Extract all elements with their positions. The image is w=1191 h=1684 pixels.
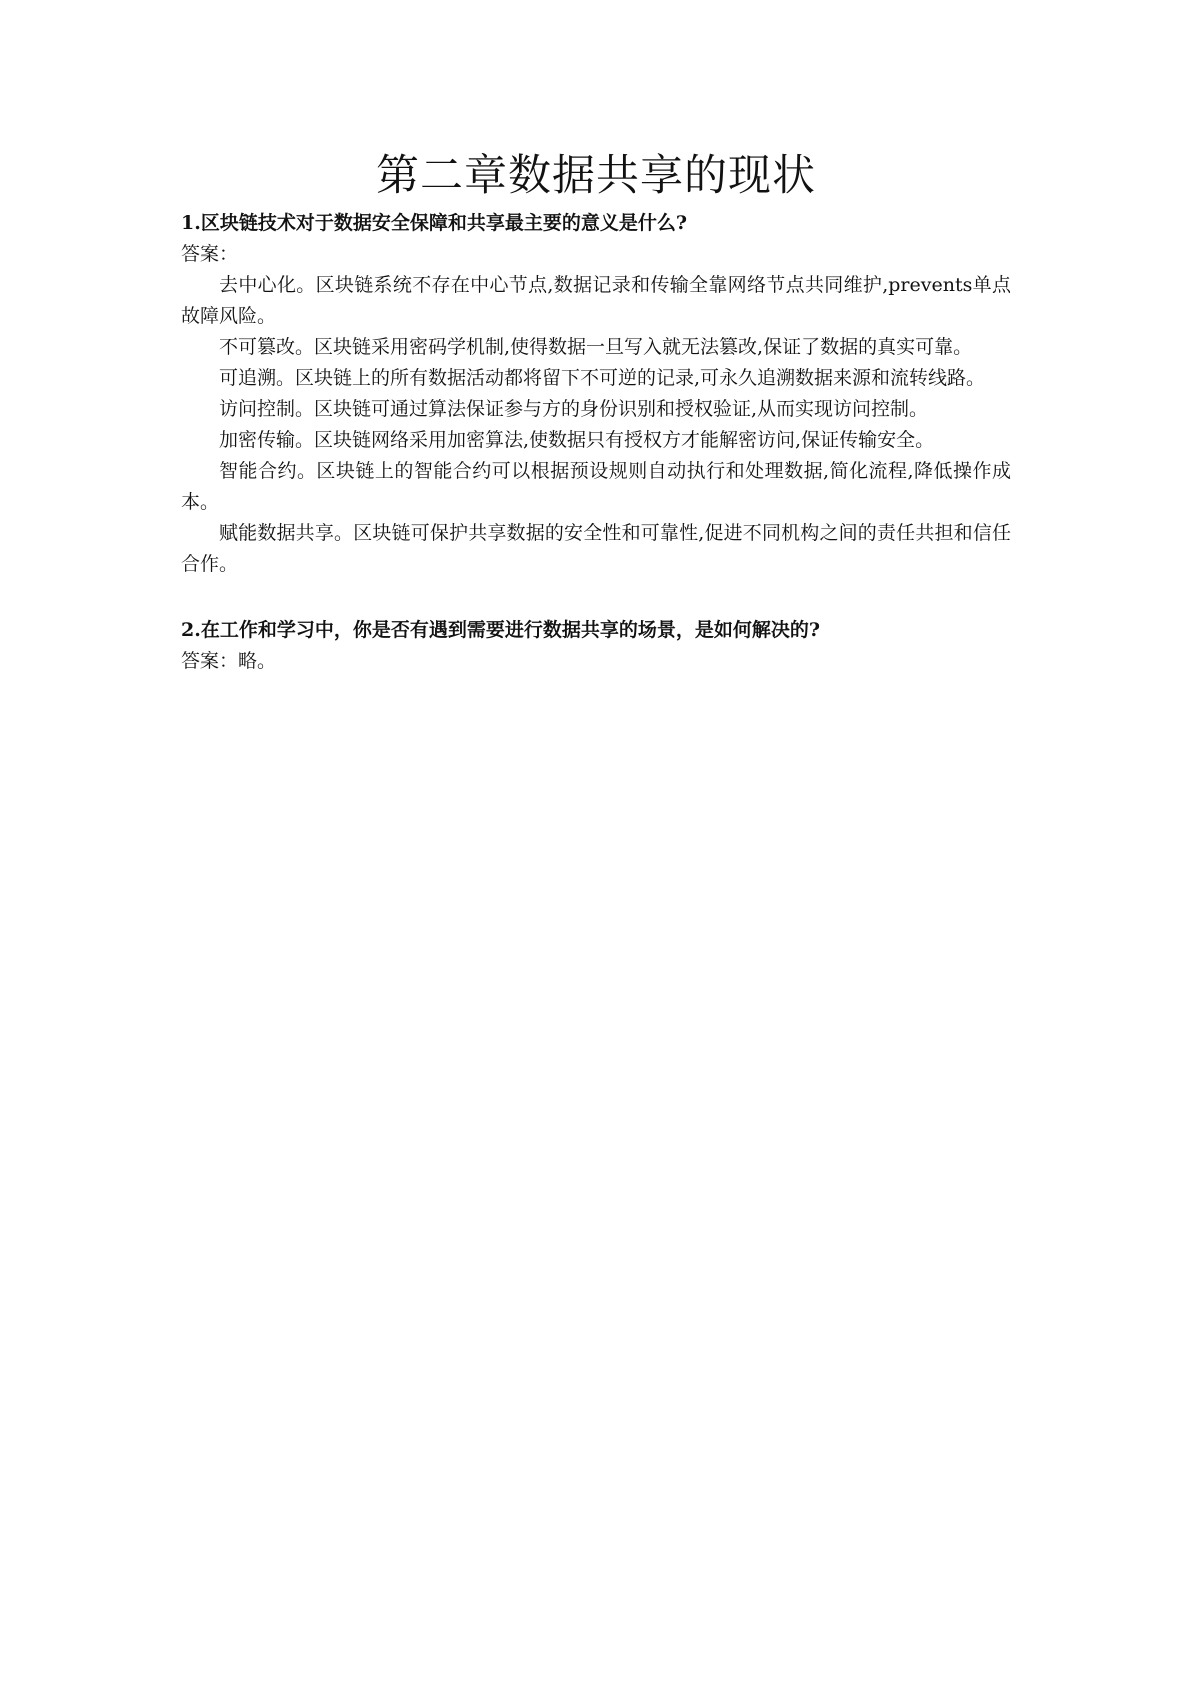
answer-paragraph: 可追溯。区块链上的所有数据活动都将留下不可逆的记录,可永久追溯数据来源和流转线路。 <box>219 367 986 389</box>
answer-paragraph: 不可篡改。区块链采用密码学机制,使得数据一旦写入就无法篡改,保证了数据的真实可靠。 <box>219 336 973 358</box>
qa-section-2 <box>181 615 1011 677</box>
answer-paragraph: 智能合约。区块链上的智能合约可以根据预设规则自动执行和处理数据,简化流程,降低操作成本。 <box>181 460 1011 513</box>
section-spacer <box>181 580 1011 611</box>
answer-paragraph: 访问控制。区块链可通过算法保证参与方的身份识别和授权验证,从而实现访问控制。 <box>219 398 929 420</box>
question-1: 1.区块链技术对于数据安全保障和共享最主要的意义是什么? <box>181 212 687 234</box>
qa-section-1 <box>181 208 1011 580</box>
answer-paragraph: 加密传输。区块链网络采用加密算法,使数据只有授权方才能解密访问,保证传输安全。 <box>219 429 935 451</box>
document-content <box>181 148 1011 677</box>
question-2: 2.在工作和学习中，你是否有遇到需要进行数据共享的场景，是如何解决的? <box>181 619 820 641</box>
answer-paragraph: 赋能数据共享。区块链可保护共享数据的安全性和可靠性,促进不同机构之间的责任共担和信任合作。 <box>181 522 1011 575</box>
answer-2: 答案：略。 <box>181 650 277 672</box>
answer-paragraph: 去中心化。区块链系统不存在中心节点,数据记录和传输全靠网络节点共同维护,prevents单点故障风险。 <box>181 274 1011 327</box>
chapter-title: 第二章数据共享的现状 <box>376 151 816 201</box>
answer-label-1: 答案： <box>181 243 239 265</box>
